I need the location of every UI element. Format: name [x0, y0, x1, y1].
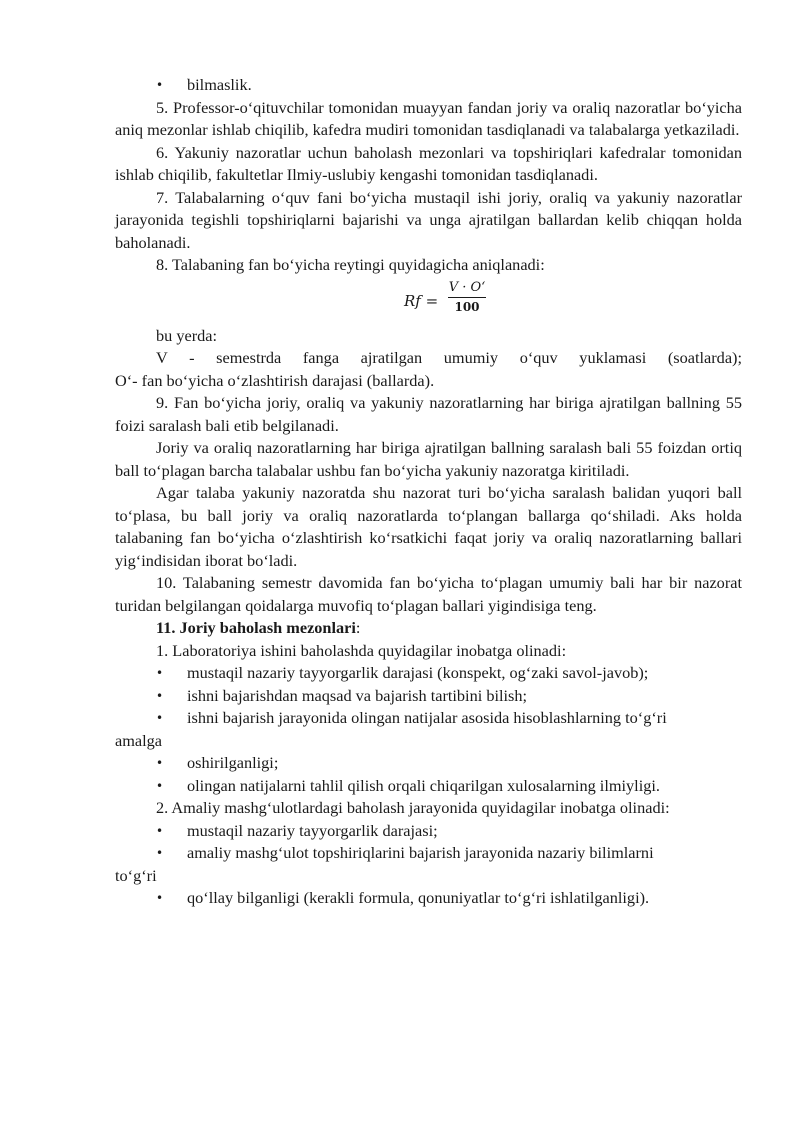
rating-formula: [115, 279, 742, 319]
bullet-icon: •: [156, 688, 164, 703]
definition-o: O‘- fan bo‘yicha o‘zlashtirish darajasi (ballarda).: [115, 370, 435, 390]
list-item-text: oshirilganligi;: [187, 753, 279, 772]
bullet-icon: •: [156, 666, 164, 680]
list-item-text: ishni bajarishdan maqsad va bajarish tartibini bilish;: [187, 685, 528, 705]
list-item: [115, 752, 742, 775]
list-item-text: bilmaslik.: [187, 75, 252, 94]
paragraph-10: 10. Talabaning semestr davomida fan bo‘yicha to‘plagan umumiy bali har bir nazorat turidan belgilangan qoidalarga muvofiq to‘plagan ballari yigindisiga teng.: [115, 573, 742, 615]
list-item-text: olingan natijalarni tahlil qilish orqali chiqarilgan xulosalarning ilmiyligi.: [187, 775, 660, 795]
document-page: [115, 74, 742, 910]
list-item-text: ishni bajarish jarayonida olingan natijalar asosida hisoblashlarning to‘g‘ri: [187, 708, 667, 727]
paragraph-9: 9. Fan bo‘yicha joriy, oraliq va yakuniy nazoratlarning har biriga ajratilgan ballning 55 foizi saralash bali etib belgilanadi.: [115, 393, 742, 435]
definition-v: V - semestrda fanga ajratilgan umumiy o‘quv yuklamasi (soatlarda);: [156, 348, 742, 367]
bu-yerda-label: bu yerda:: [156, 325, 218, 345]
paragraph-7: 7. Talabalarning o‘quv fani bo‘yicha mustaqil ishi joriy, oraliq va yakuniy nazoratlar jarayonida tegishli topshiriqlarni bajarishi va unga ajratilgan ballardan kelib chiqqan holda baholanadi.: [115, 187, 742, 252]
list-item: [115, 685, 742, 708]
list-item-text: qo‘llay bilganligi (kerakli formula, qonuniyatlar to‘g‘ri ishlatilganligi).: [187, 888, 650, 907]
list-item: [115, 775, 742, 798]
heading-colon: :: [355, 618, 361, 637]
paragraph-9b: Joriy va oraliq nazoratlarning har biriga ajratilgan ballning saralash bali 55 foizdan ortiq ball to‘plagan barcha talabalar ushbu fan bo‘yicha yakuniy nazoratga kiritiladi.: [115, 438, 742, 480]
paragraph-8: 8. Talabaning fan bo‘yicha reytingi quyidagicha aniqlanadi:: [156, 255, 545, 274]
list-item: [115, 842, 742, 887]
lab-intro: 1. Laboratoriya ishini baholashda quyidagilar inobatga olinadi:: [156, 640, 567, 660]
bullet-icon: •: [156, 711, 164, 725]
amaliy-intro: 2. Amaliy mashg‘ulotlardagi baholash jarayonida quyidagilar inobatga olinadi:: [156, 798, 670, 817]
bullet-icon: •: [156, 823, 164, 838]
list-item: [115, 74, 742, 97]
paragraph-9c: Agar talaba yakuniy nazoratda shu nazorat turi bo‘yicha saralash balidan yuqori ball to‘plasa, bu ball joriy va oraliq nazoratlarda to‘plangan ballarga qo‘shiladi. Aks holda talabaning fan bo‘yicha o‘zlashtirish ko‘rsatkichi faqat joriy va oraliq nazoratlarning ballari yig‘indisidan iborat bo‘ladi.: [115, 483, 742, 570]
list-item: [115, 707, 742, 752]
list-item: [115, 662, 742, 685]
bullet-icon: •: [156, 756, 164, 770]
paragraph-6: 6. Yakuniy nazoratlar uchun baholash mezonlari va topshiriqlari kafedralar tomonidan ishlab chiqilib, fakultetlar Ilmiy-uslubiy kengashi tomonidan tasdiqlanadi.: [115, 142, 742, 184]
formula-numerator: V · O‘: [448, 279, 486, 295]
list-item-text: mustaqil nazariy tayyorgarlik darajasi (konspekt, og‘zaki savol-javob);: [187, 663, 649, 682]
fraction-bar: [448, 297, 486, 298]
paragraph-5: 5. Professor-o‘qituvchilar tomonidan muayyan fandan joriy va oraliq nazoratlar bo‘yicha aniq mezonlar ishlab chiqilib, kafedra mudiri tomonidan tasdiqlanadi va talabalarga yetkaziladi.: [115, 97, 742, 139]
list-item: [115, 820, 742, 843]
list-item-continuation: to‘g‘ri: [115, 865, 157, 885]
bullet-icon: •: [156, 78, 164, 92]
list-item-text: mustaqil nazariy tayyorgarlik darajasi;: [187, 820, 438, 840]
list-item: [115, 887, 742, 910]
bullet-icon: •: [156, 891, 164, 905]
formula-denominator: 100: [454, 299, 480, 314]
formula-fraction: [448, 279, 486, 315]
list-item-text: amaliy mashg‘ulot topshiriqlarini bajarish jarayonida nazariy bilimlarni: [187, 843, 654, 862]
heading-text: 11. Joriy baholash mezonlari: [156, 618, 356, 637]
formula-lhs: Rf =: [404, 291, 439, 310]
list-item-continuation: amalga: [115, 730, 163, 750]
bullet-icon: •: [156, 846, 164, 860]
bullet-icon: •: [156, 778, 164, 793]
section-heading: [115, 617, 742, 640]
